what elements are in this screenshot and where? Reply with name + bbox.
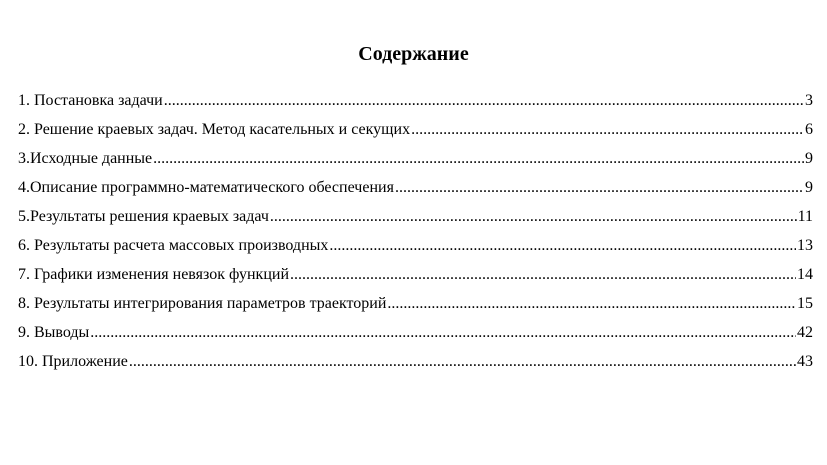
toc-entry-label: 3.Исходные данные [18,150,153,167]
toc-entry-page: 13 [797,237,813,254]
toc-entry [18,293,813,322]
toc-dot-leader [153,148,804,170]
toc-dot-leader [387,293,796,315]
toc-entry-page: 9 [805,179,813,196]
toc-entry [18,177,813,206]
toc-entry-page: 15 [797,295,813,312]
toc-entry-page: 42 [797,324,813,341]
toc-entry-label: 5.Результаты решения краевых задач [18,208,269,225]
toc-dot-leader [290,264,796,286]
toc-entry-page: 6 [805,121,813,138]
toc-dot-leader [90,322,796,344]
toc-entry-label: 9. Выводы [18,324,90,341]
toc-entry [18,119,813,148]
toc-entry-label: 4.Описание программно-математического обеспечения [18,179,394,196]
toc-dot-leader [395,177,804,199]
toc-title: Содержание [358,43,469,65]
toc-entry-label: 10. Приложение [18,353,128,370]
toc-entry [18,148,813,177]
toc-dot-leader [329,235,796,257]
toc-entry [18,235,813,264]
toc-list [18,90,813,380]
toc-entry-page: 14 [797,266,813,283]
toc-entry [18,206,813,235]
toc-entry-page: 43 [797,353,813,370]
toc-entry-label: 7. Графики изменения невязок функций [18,266,289,283]
toc-entry-label: 6. Результаты расчета массовых производных [18,237,329,254]
toc-dot-leader [164,90,804,112]
toc-entry-label: 2. Решение краевых задач. Метод касательных и секущих [18,121,411,138]
toc-dot-leader [411,119,804,141]
toc-entry [18,90,813,119]
toc-entry [18,264,813,293]
toc-dot-leader [270,206,797,228]
toc-entry-page: 9 [805,150,813,167]
toc-entry-page: 3 [805,92,813,109]
toc-entry [18,351,813,380]
toc-entry [18,322,813,351]
toc-dot-leader [129,351,796,373]
toc-entry-label: 1. Постановка задачи [18,92,163,109]
toc-entry-label: 8. Результаты интегрирования параметров траекторий [18,295,387,312]
toc-entry-page: 11 [797,208,813,225]
